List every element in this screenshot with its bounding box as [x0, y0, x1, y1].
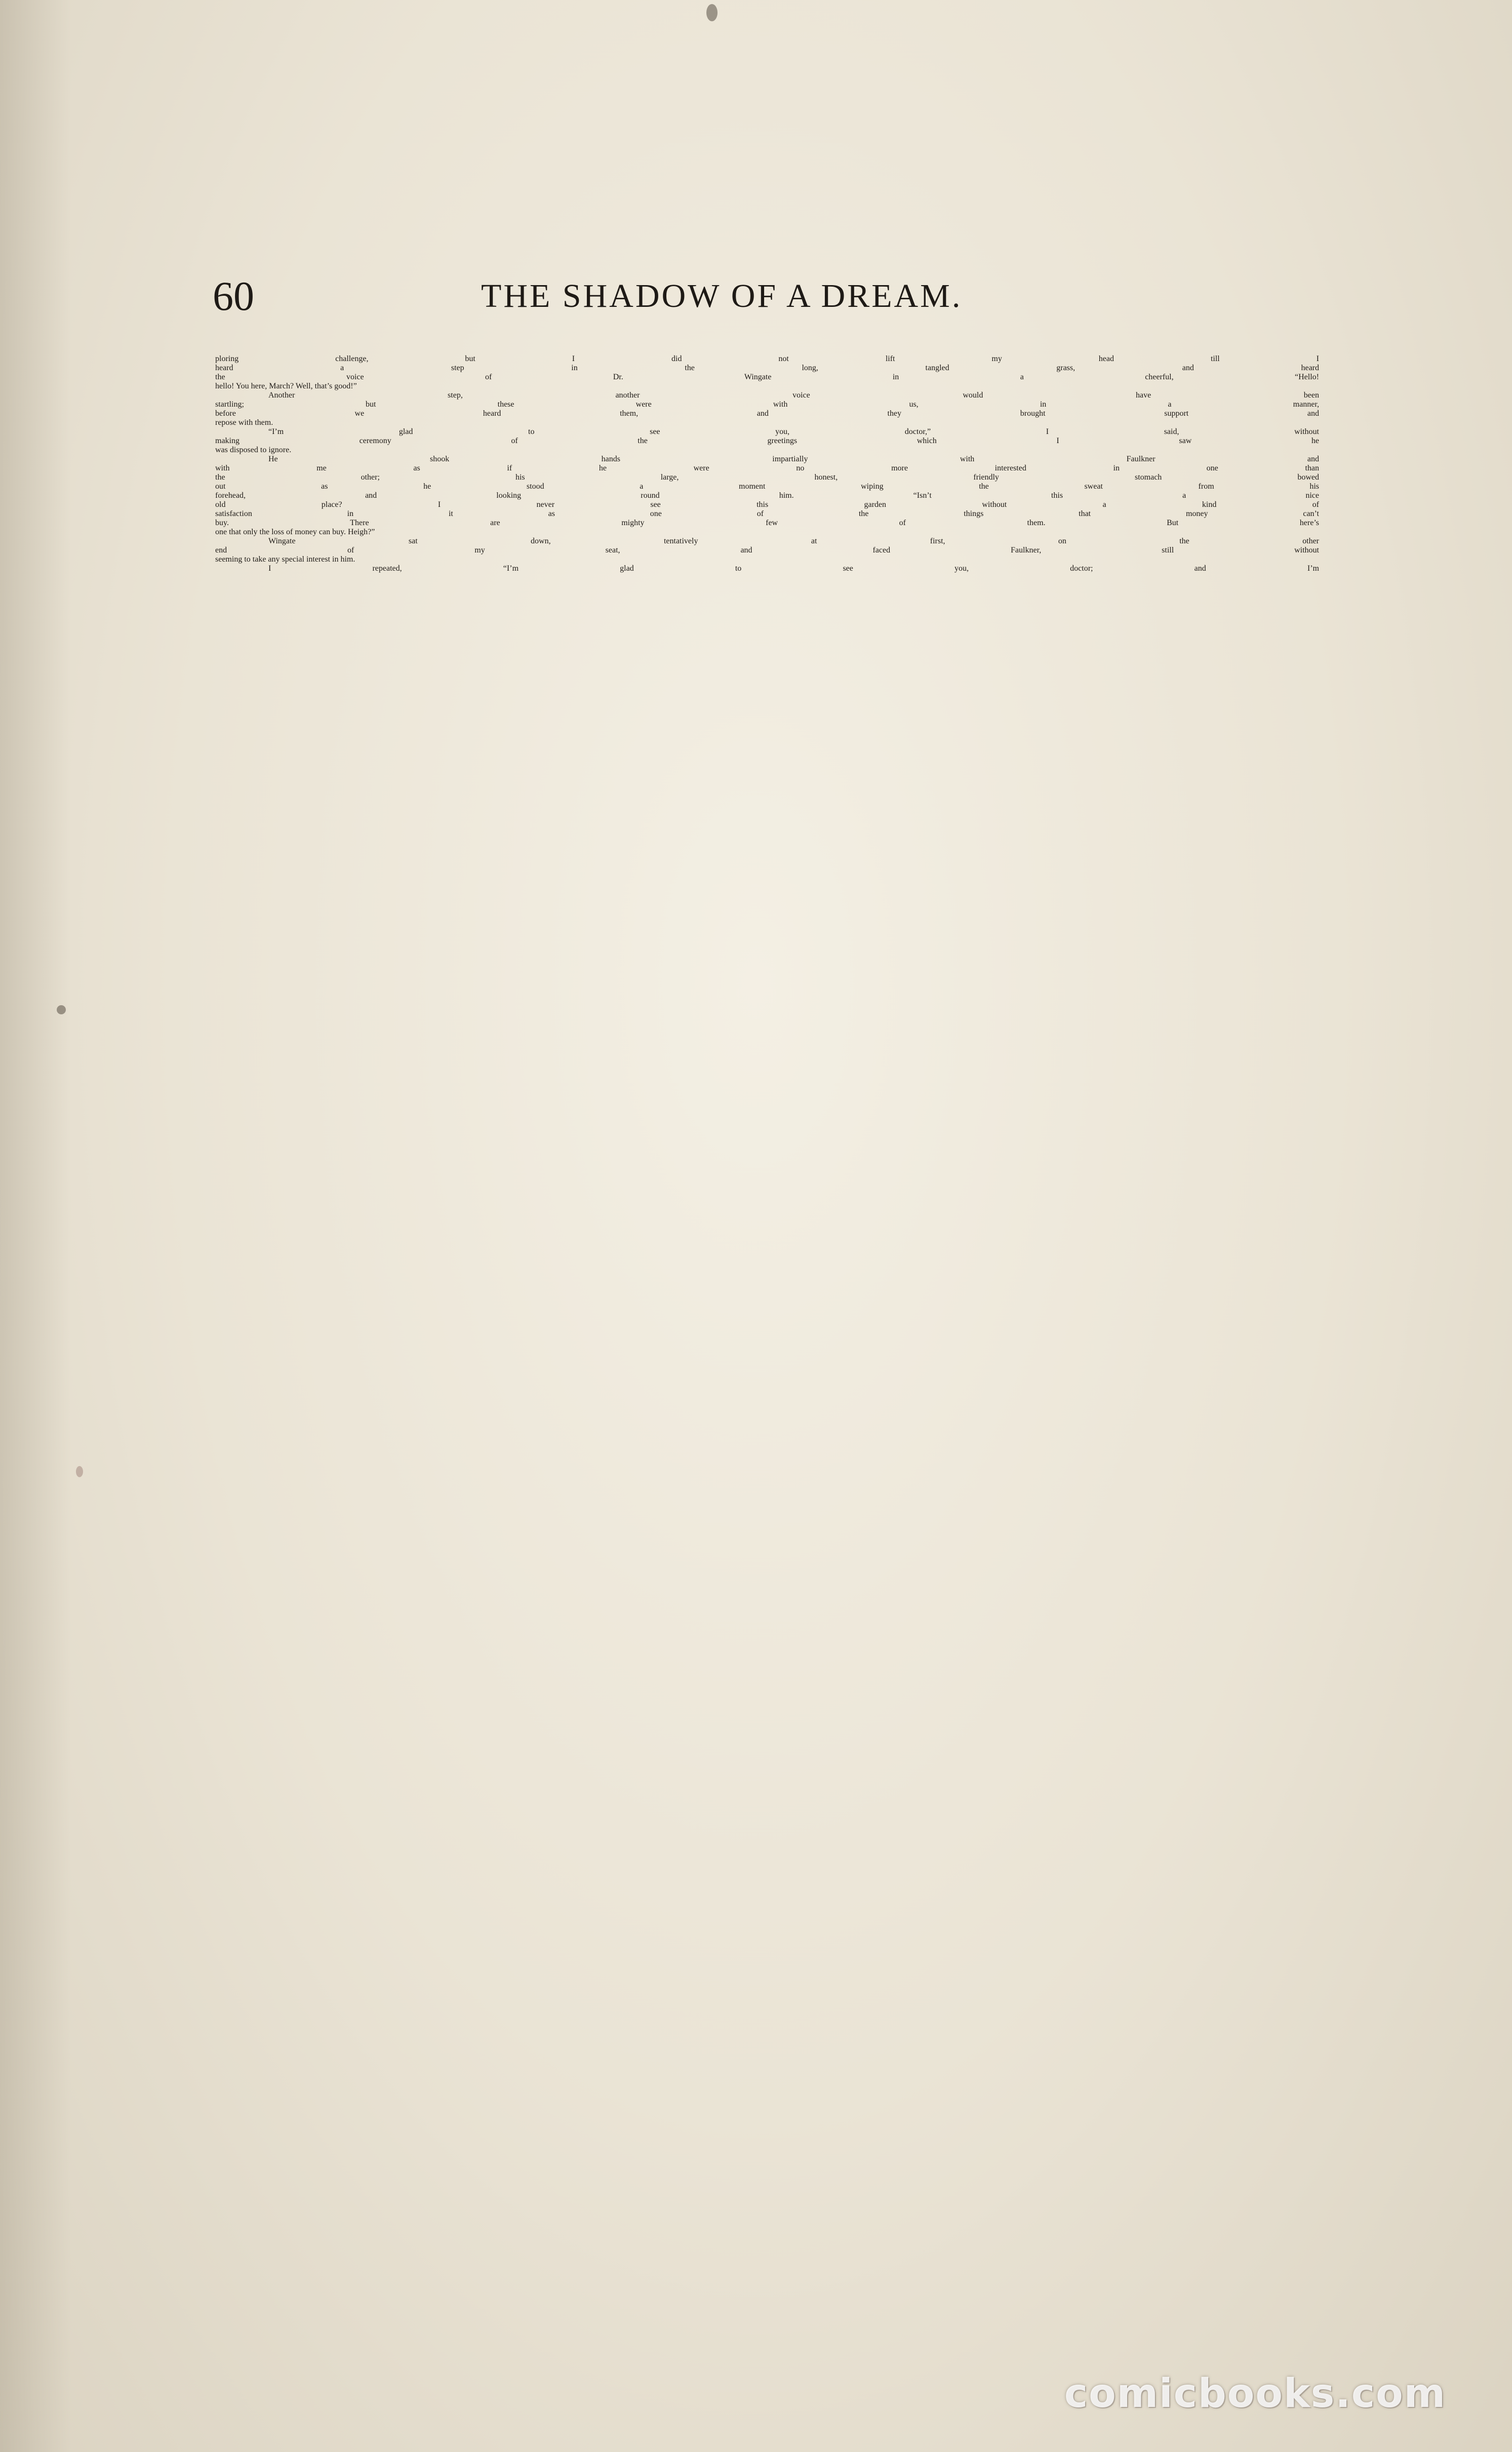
page-number: 60 [213, 273, 254, 319]
body-text [215, 354, 1319, 573]
text-line: was disposed to ignore. [215, 446, 292, 454]
text-line: forehead, and looking round him. “Isn’t this a nice [215, 491, 1319, 500]
watermark-logo: comicbooks.com [1064, 2371, 1446, 2417]
text-line: Another step, another voice would have been [268, 391, 1319, 400]
text-line: hello! You here, March? Well, that’s good!” [215, 382, 357, 390]
text-line: startling; but these were with us, in a manner, [215, 400, 1319, 409]
text-line: repose with them. [215, 418, 273, 427]
text-line: “I’m glad to see you, doctor,” I said, without [268, 427, 1319, 436]
running-head [213, 268, 1317, 324]
text-line: He shook hands impartially with Faulkner and [268, 455, 1319, 463]
ink-speck [706, 4, 718, 21]
text-line: making ceremony of the greetings which I saw he [215, 437, 1319, 445]
text-line: satisfaction in it as one of the things that money can’t [215, 509, 1319, 518]
ink-speck [76, 1466, 83, 1477]
text-line: the other; his large, honest, friendly stomach bowed [215, 473, 1319, 482]
text-line: heard a step in the long, tangled grass, and heard [215, 364, 1319, 372]
running-title: THE SHADOW OF A DREAM. [481, 278, 963, 314]
text-line: I repeated, “I’m glad to see you, doctor; and I’m [268, 564, 1319, 573]
text-line: buy. There are mighty few of them. But here’s [215, 519, 1319, 527]
text-line: Wingate sat down, tentatively at first, on the other [268, 537, 1319, 545]
text-line: old place? I never see this garden without a kind of [215, 500, 1319, 509]
text-line: before we heard them, and they brought support and [215, 409, 1319, 418]
text-line: out as he stood a moment wiping the sweat from his [215, 482, 1319, 491]
text-line: end of my seat, and faced Faulkner, still without [215, 546, 1319, 555]
text-line: with me as if he were no more interested in one than [215, 464, 1319, 472]
page-edge-shadow [0, 0, 71, 2452]
text-line: seeming to take any special interest in him. [215, 555, 355, 564]
ink-speck [57, 1005, 66, 1014]
text-line: one that only the loss of money can buy. Heigh?” [215, 528, 375, 536]
text-line: the voice of Dr. Wingate in a cheerful, “Hello! [215, 373, 1319, 381]
text-line: ploring challenge, but I did not lift my head till I [215, 354, 1319, 363]
